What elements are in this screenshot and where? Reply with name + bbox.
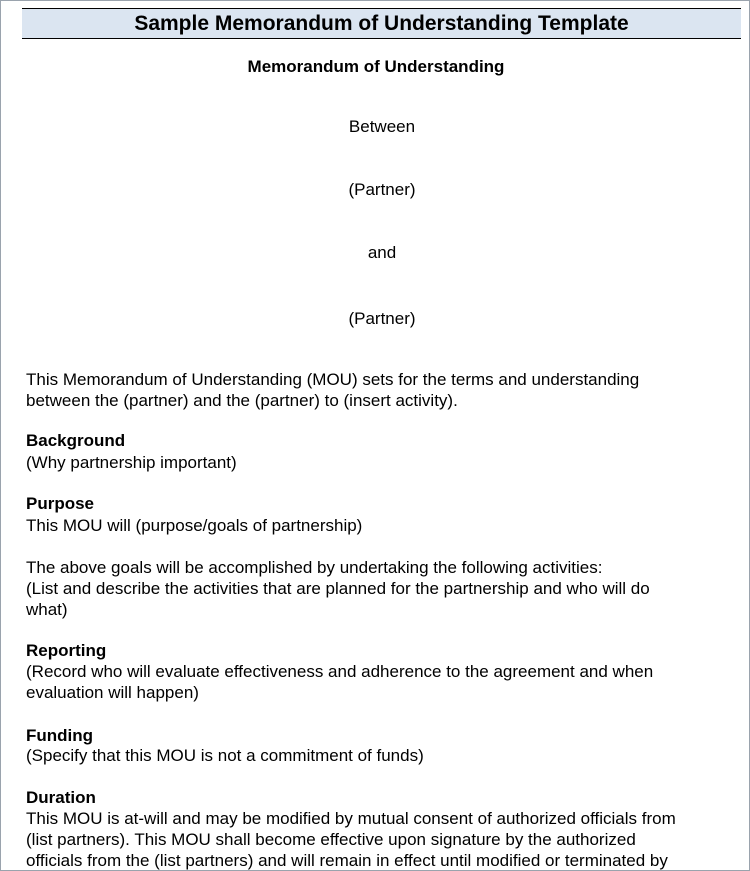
partner-b-placeholder: (Partner) bbox=[348, 309, 416, 328]
intro-line: This Memorandum of Understanding (MOU) sets for the terms and understanding bbox=[26, 370, 640, 389]
reporting-line: evaluation will happen) bbox=[26, 683, 199, 702]
duration-line: (list partners). This MOU shall become effective upon signature by the authorized bbox=[26, 830, 636, 849]
reporting-line: (Record who will evaluate effectiveness and adherence to the agreement and when bbox=[26, 662, 654, 681]
funding-text: (Specify that this MOU is not a commitment of funds) bbox=[26, 746, 424, 765]
background-heading: Background bbox=[26, 431, 126, 450]
reporting-paragraph bbox=[26, 661, 738, 703]
document-title: Memorandum of Understanding bbox=[247, 57, 505, 76]
activities-line: The above goals will be accomplished by undertaking the following activities: bbox=[26, 558, 603, 577]
duration-line: officials from the (list partners) and will remain in effect until modified or terminated by bbox=[26, 851, 668, 870]
activities-paragraph bbox=[26, 557, 738, 620]
funding-heading: Funding bbox=[26, 726, 94, 745]
intro-line: between the (partner) and the (partner) to (insert activity). bbox=[26, 391, 458, 410]
duration-heading: Duration bbox=[26, 788, 96, 807]
purpose-text: This MOU will (purpose/goals of partnership) bbox=[26, 516, 363, 535]
activities-line: what) bbox=[26, 600, 68, 619]
between-label: Between bbox=[348, 117, 416, 136]
intro-paragraph bbox=[26, 369, 738, 411]
template-title-bar bbox=[22, 8, 741, 39]
activities-line: (List and describe the activities that are planned for the partnership and who will do bbox=[26, 579, 650, 598]
background-text: (Why partnership important) bbox=[26, 453, 237, 472]
purpose-heading: Purpose bbox=[26, 494, 95, 513]
duration-line: This MOU is at-will and may be modified by mutual consent of authorized officials from bbox=[26, 809, 676, 828]
template-title: Sample Memorandum of Understanding Template bbox=[134, 12, 629, 35]
reporting-heading: Reporting bbox=[26, 641, 107, 660]
partner-a-placeholder: (Partner) bbox=[348, 180, 416, 199]
duration-paragraph bbox=[26, 808, 738, 871]
and-label: and bbox=[367, 243, 397, 262]
